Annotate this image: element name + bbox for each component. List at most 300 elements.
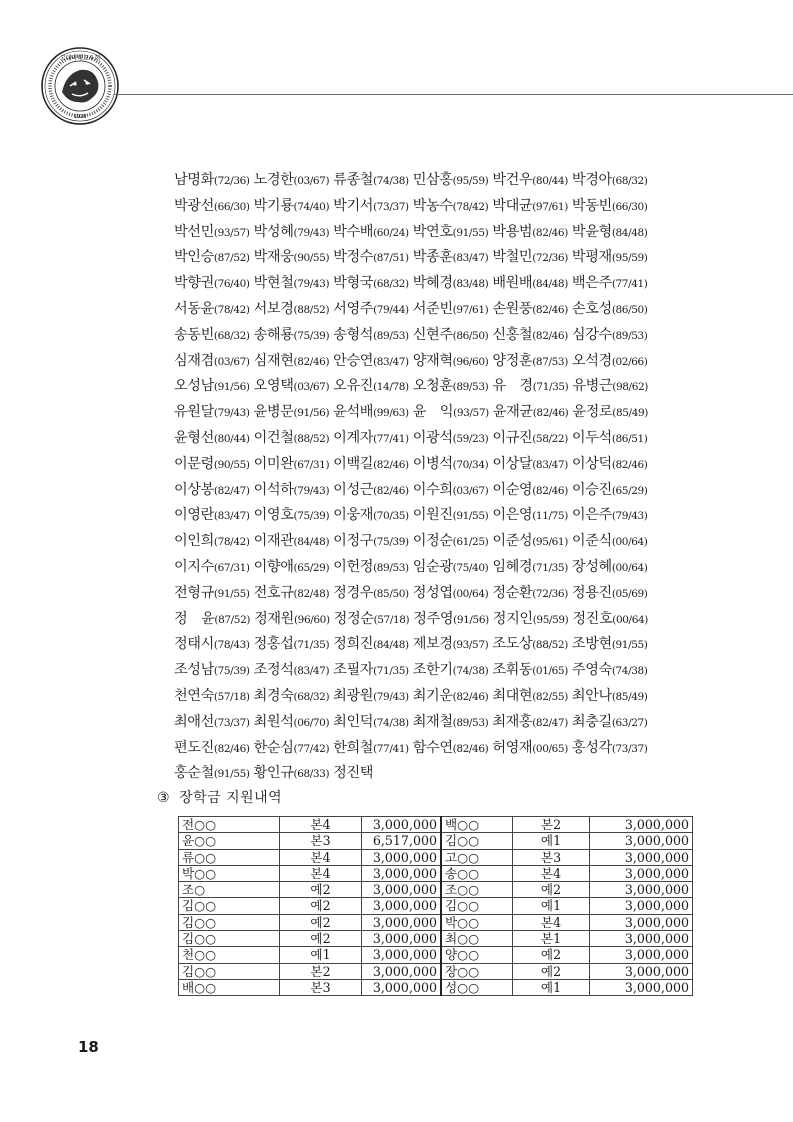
member-name: 양재혁: [412, 352, 453, 369]
member-class-year: (82/46): [452, 690, 489, 703]
roster-line: [174, 581, 734, 607]
roster-entry: [492, 349, 568, 376]
member-name: 오석경: [571, 352, 612, 369]
roster-entry: [492, 297, 568, 324]
member-name: 윤병문: [253, 404, 294, 421]
member-class-year: (75/39): [293, 510, 330, 523]
roster-entry: [333, 529, 409, 556]
member-class-year: (82/55): [532, 690, 568, 703]
member-name: 조성남: [174, 662, 214, 679]
member-class-year: (89/53): [452, 381, 489, 394]
member-name: 정주영: [413, 610, 454, 627]
roster-entry: [492, 478, 568, 505]
roster-entry: [174, 426, 250, 453]
member-class-year: (84/48): [373, 639, 409, 652]
member-class-year: (95/59): [452, 175, 489, 187]
roster-entry: [572, 736, 648, 763]
recipient-name: 양○○: [441, 947, 513, 963]
member-class-year: (97/61): [452, 303, 489, 316]
member-class-year: (00/64): [611, 536, 648, 549]
member-class-year: (82/47): [532, 716, 568, 729]
member-class-year: (83/47): [373, 355, 409, 368]
roster-entry: [413, 529, 489, 556]
recipient-year: 본4: [513, 865, 590, 881]
recipient-name: 윤○○: [179, 833, 280, 849]
member-class-year: (75/39): [293, 329, 330, 342]
roster-entry: [254, 323, 330, 350]
member-class-year: (03/67): [213, 355, 250, 368]
member-name: 유원달: [174, 404, 214, 421]
member-name: 제보경: [412, 636, 453, 653]
roster-entry: [413, 478, 489, 505]
recipient-year: 본2: [513, 817, 590, 833]
member-name: 최재철: [412, 713, 453, 730]
recipient-name: 송○○: [441, 865, 513, 881]
roster-line: [174, 426, 734, 452]
roster-entry: [333, 220, 409, 247]
roster-line: [174, 736, 734, 762]
member-class-year: (59/23): [452, 432, 489, 445]
roster-entry: [174, 271, 250, 298]
roster-entry: [174, 400, 250, 427]
member-name: 이성근: [333, 481, 374, 498]
member-class-year: (03/67): [293, 381, 330, 394]
roster-entry: [572, 168, 648, 195]
member-class-year: (80/44): [532, 175, 568, 187]
member-name: 이향애: [253, 558, 294, 575]
member-name: 이건철: [253, 429, 294, 446]
member-name: 박재웅: [253, 249, 294, 266]
member-class-year: (82/46): [532, 484, 568, 497]
roster-entry: [254, 245, 330, 272]
table-row: [179, 963, 693, 979]
member-name: 함수연: [412, 739, 453, 756]
roster-entry: [174, 220, 250, 247]
member-name: 임순광: [412, 558, 453, 575]
roster-entry: [492, 323, 568, 350]
roster-entry: [254, 426, 330, 453]
member-name: 서동윤: [174, 300, 214, 317]
recipient-name: 김○○: [179, 914, 280, 930]
table-row: [179, 914, 693, 930]
member-class-year: (68/32): [373, 278, 409, 291]
roster-entry: [493, 400, 569, 427]
member-name: 박인승: [174, 249, 214, 266]
member-name: 서영주: [333, 300, 374, 317]
recipient-name: 장○○: [441, 963, 513, 979]
roster-line: [174, 400, 734, 426]
member-class-year: (82/46): [532, 407, 569, 420]
roster-entry: [254, 736, 330, 763]
member-name: 윤형선: [174, 429, 214, 446]
member-class-year: (86/50): [452, 329, 489, 342]
roster-entry: [333, 426, 409, 453]
roster-entry: [333, 658, 409, 685]
roster-entry: [492, 632, 568, 659]
member-class-year: (02/66): [611, 355, 648, 368]
member-class-year: (76/40): [213, 278, 250, 291]
member-name: 박연호: [412, 223, 453, 240]
member-class-year: (72/36): [532, 252, 568, 265]
roster-entry: [333, 297, 409, 324]
recipient-year: 예2: [513, 947, 590, 963]
roster-entry: [572, 297, 648, 324]
member-class-year: (97/61): [532, 200, 568, 213]
member-name: 황인규: [253, 765, 294, 782]
roster-entry: [333, 581, 409, 608]
roster-line: [174, 220, 734, 246]
member-class-year: (87/53): [532, 355, 568, 368]
roster-line: [174, 194, 734, 220]
member-class-year: (77/41): [373, 742, 409, 755]
roster-entry: [254, 374, 330, 401]
member-name: 이인희: [174, 533, 214, 550]
member-class-year: (57/18): [373, 613, 410, 626]
roster-entry: [572, 426, 648, 453]
member-name: 이은주: [571, 507, 612, 524]
member-class-year: (06/70): [293, 716, 330, 729]
member-class-year: (63/27): [611, 716, 648, 729]
roster-entry: [333, 374, 409, 401]
table-row: [179, 931, 693, 947]
roster-entry: [333, 736, 409, 763]
roster-line: [174, 349, 734, 375]
recipient-year: 예2: [280, 931, 362, 947]
member-name: 박건우: [492, 172, 533, 188]
roster-line: [174, 168, 734, 194]
member-name: 최광원: [333, 687, 374, 704]
member-name: 최대현: [492, 687, 533, 704]
recipient-year: 본3: [513, 849, 590, 865]
member-name: 조휘동: [492, 662, 533, 679]
member-name: 박정수: [333, 249, 374, 266]
member-name: 류종철: [333, 172, 374, 188]
roster-entry: [174, 710, 250, 737]
roster-entry: [174, 736, 250, 763]
member-name: 박경아: [571, 172, 612, 188]
roster-entry: [174, 607, 250, 634]
roster-line: [174, 761, 734, 787]
member-class-year: (88/52): [293, 303, 330, 316]
recipient-name: 박○○: [179, 865, 280, 881]
member-name: 허영재: [492, 739, 533, 756]
roster-entry: [572, 503, 648, 530]
roster-entry: [413, 632, 489, 659]
member-class-year: (82/46): [532, 329, 568, 342]
roster-entry: [492, 658, 568, 685]
member-class-year: (71/35): [293, 639, 330, 652]
roster-entry: [413, 452, 489, 479]
member-name: 이재관: [253, 533, 294, 550]
grant-amount: 3,000,000: [590, 898, 693, 914]
member-class-year: (70/34): [452, 458, 489, 471]
member-class-year: (61/25): [452, 536, 489, 549]
member-class-year: (89/53): [611, 329, 648, 342]
roster-entry: [572, 349, 648, 376]
member-class-year: (74/38): [611, 665, 648, 678]
recipient-year: 본3: [280, 979, 362, 995]
member-class-year: (05/69): [611, 587, 648, 600]
member-class-year: (82/46): [611, 458, 648, 471]
member-class-year: (57/18): [213, 690, 250, 703]
roster-line: [174, 271, 734, 297]
member-class-year: (91/55): [213, 768, 250, 781]
roster-entry: [413, 581, 489, 608]
member-class-year: (73/37): [611, 742, 648, 755]
member-name: 정정순: [333, 610, 374, 627]
recipient-year: 예1: [280, 947, 362, 963]
member-class-year: (66/30): [213, 200, 250, 213]
seal-title: 고대의대교우회: [59, 55, 101, 62]
member-class-year: (82/46): [452, 742, 489, 755]
member-class-year: (77/41): [373, 432, 409, 445]
grant-amount: 3,000,000: [590, 865, 693, 881]
member-name: 홍성각: [571, 739, 612, 756]
roster-entry: [254, 503, 330, 530]
member-name: 정용진: [571, 584, 612, 601]
table-row: [179, 898, 693, 914]
recipient-name: 성○○: [441, 979, 513, 995]
roster-entry: [333, 400, 409, 427]
member-name: 유병근: [572, 378, 613, 395]
member-class-year: (67/31): [293, 458, 330, 471]
roster-entry: [333, 710, 409, 737]
member-class-year: (71/35): [373, 665, 409, 678]
roster-line: [174, 478, 734, 504]
member-class-year: (91/55): [611, 639, 648, 652]
roster-entry: [413, 220, 489, 247]
roster-entry: [333, 632, 409, 659]
roster-entry: [413, 607, 489, 634]
member-name: 남명화: [174, 172, 214, 188]
recipient-year: 본2: [280, 963, 362, 979]
section-number: ③: [157, 790, 171, 806]
member-class-year: (82/46): [532, 303, 568, 316]
roster-entry: [254, 271, 330, 298]
roster-entry: [492, 271, 568, 298]
recipient-name: 김○○: [179, 931, 280, 947]
member-name: 오청훈: [412, 378, 453, 395]
roster-entry: [333, 761, 373, 788]
roster-entry: [174, 194, 250, 221]
roster-entry: [492, 194, 568, 221]
member-name: 조한기: [412, 662, 453, 679]
roster-entry: [572, 658, 648, 685]
roster-entry: [254, 581, 330, 608]
roster-entry: [254, 684, 330, 711]
member-name: 정홍섭: [253, 636, 294, 653]
roster-entry: [334, 607, 410, 634]
member-name: 신현주: [412, 326, 453, 343]
member-name: 손호성: [571, 300, 612, 317]
roster-entry: [492, 245, 568, 272]
member-class-year: (99/63): [373, 407, 409, 420]
member-name: 정희진: [333, 636, 374, 653]
grant-amount: 3,000,000: [590, 833, 693, 849]
member-class-year: (00/64): [612, 613, 648, 626]
member-class-year: (82/47): [213, 484, 250, 497]
roster-entry: [572, 194, 648, 221]
roster-entry: [254, 478, 330, 505]
table-row: [179, 979, 693, 995]
member-name: 이상덕: [571, 455, 612, 472]
member-name: 이상봉: [174, 481, 214, 498]
member-class-year: (87/52): [213, 252, 250, 265]
member-name: 박선민: [174, 223, 214, 240]
member-name: 박용범: [492, 223, 533, 240]
member-class-year: (65/29): [611, 484, 648, 497]
roster-entry: [413, 297, 489, 324]
roster-line: [174, 658, 734, 684]
member-class-year: (58/22): [532, 432, 568, 445]
roster-entry: [333, 452, 409, 479]
roster-entry: [572, 452, 648, 479]
grant-amount: 3,000,000: [362, 963, 442, 979]
member-class-year: (74/40): [293, 200, 330, 213]
roster-entry: [492, 426, 568, 453]
roster-entry: [572, 684, 648, 711]
member-name: 서준빈: [412, 300, 453, 317]
recipient-name: 김○○: [179, 898, 280, 914]
member-name: 정성엽: [412, 584, 453, 601]
member-name: 편도진: [174, 739, 214, 756]
roster-entry: [174, 374, 250, 401]
member-name: 이준성: [492, 533, 533, 550]
roster-entry: [492, 452, 568, 479]
roster-entry: [413, 736, 489, 763]
member-name: 조도상: [492, 636, 533, 653]
roster-entry: [174, 581, 250, 608]
member-name: 신홍철: [492, 326, 533, 343]
roster-entry: [333, 478, 409, 505]
member-class-year: (70/35): [373, 510, 409, 523]
roster-line: [174, 297, 734, 323]
roster-entry: [174, 452, 250, 479]
member-name: 노경한: [253, 172, 294, 188]
member-name: 오성남: [174, 378, 214, 395]
member-name: 이웅재: [333, 507, 374, 524]
roster-entry: [492, 529, 568, 556]
member-class-year: (74/38): [373, 175, 409, 187]
member-class-year: (77/41): [611, 278, 648, 291]
alumni-seal-logo: [40, 46, 120, 126]
member-class-year: (82/46): [213, 742, 250, 755]
member-class-year: (88/52): [532, 639, 568, 652]
grant-amount: 3,000,000: [590, 882, 693, 898]
grant-amount: 3,000,000: [362, 947, 442, 963]
roster-entry: [413, 555, 489, 582]
recipient-name: 김○○: [441, 898, 513, 914]
member-name: 이정순: [412, 533, 453, 550]
roster-entry: [572, 271, 648, 298]
member-name: 박평재: [571, 249, 612, 266]
member-name: 이미완: [253, 455, 294, 472]
table-row: [179, 947, 693, 963]
member-name: 송형석: [333, 326, 374, 343]
member-class-year: (87/51): [373, 252, 409, 265]
member-name: 박종훈: [412, 249, 453, 266]
member-class-year: (01/65): [532, 665, 568, 678]
roster-entry: [333, 194, 409, 221]
member-name: 이계자: [333, 429, 374, 446]
header-rule: [114, 94, 793, 95]
roster-entry: [492, 581, 568, 608]
grant-amount: 6,517,000: [362, 833, 442, 849]
member-name: 이규진: [492, 429, 533, 446]
member-name: 이광석: [412, 429, 453, 446]
roster-entry: [174, 349, 250, 376]
member-name: 정태시: [174, 636, 214, 653]
grant-amount: 3,000,000: [590, 947, 693, 963]
roster-entry: [333, 323, 409, 350]
member-name: 한순심: [253, 739, 294, 756]
roster-entry: [254, 658, 330, 685]
member-name: 최충길: [571, 713, 612, 730]
roster-entry: [174, 658, 250, 685]
member-name: 박현철: [253, 275, 294, 292]
member-name: 서보경: [253, 300, 294, 317]
recipient-name: 배○○: [179, 979, 280, 995]
seal-year: 1928: [73, 114, 87, 120]
roster-entry: [492, 220, 568, 247]
grant-amount: 3,000,000: [362, 849, 442, 865]
member-name: 박동빈: [571, 197, 612, 214]
member-class-year: (82/48): [293, 587, 330, 600]
member-name: 정진호: [572, 610, 613, 627]
member-class-year: (60/24): [373, 226, 409, 239]
member-name: 조필자: [333, 662, 374, 679]
section-title: [157, 787, 282, 807]
member-name: 박광선: [174, 197, 214, 214]
roster-entry: [254, 349, 330, 376]
recipient-year: 예1: [513, 898, 590, 914]
roster-line: [174, 323, 734, 349]
roster-line: [174, 503, 734, 529]
recipient-year: 본4: [513, 914, 590, 930]
roster-entry: [572, 529, 648, 556]
roster-entry: [333, 271, 409, 298]
member-name: 윤재균: [492, 404, 533, 421]
member-name: 장성혜: [571, 558, 612, 575]
roster-entry: [492, 710, 568, 737]
roster-entry: [254, 555, 330, 582]
member-class-year: (67/31): [213, 561, 250, 574]
table-row: [179, 865, 693, 881]
member-class-year: (85/49): [612, 407, 648, 420]
recipient-year: 예2: [280, 914, 362, 930]
roster-entry: [413, 684, 489, 711]
recipient-year: 본1: [513, 931, 590, 947]
roster-entry: [174, 323, 250, 350]
member-name: 오영택: [253, 378, 294, 395]
roster-entry: [333, 503, 409, 530]
roster-entry: [254, 529, 330, 556]
roster-entry: [254, 710, 330, 737]
roster-entry: [174, 761, 250, 788]
roster-entry: [492, 684, 568, 711]
member-class-year: (87/52): [214, 613, 251, 626]
member-name: 조방현: [571, 636, 612, 653]
member-class-year: (75/40): [452, 561, 489, 574]
member-name: 최기운: [412, 687, 453, 704]
member-name: 이영호: [253, 507, 294, 524]
roster-entry: [174, 632, 250, 659]
member-class-year: (71/35): [532, 381, 569, 394]
roster-entry: [413, 503, 489, 530]
roster-entry: [492, 374, 568, 401]
member-name: 최재홍: [492, 713, 533, 730]
member-name: 최원석: [253, 713, 294, 730]
